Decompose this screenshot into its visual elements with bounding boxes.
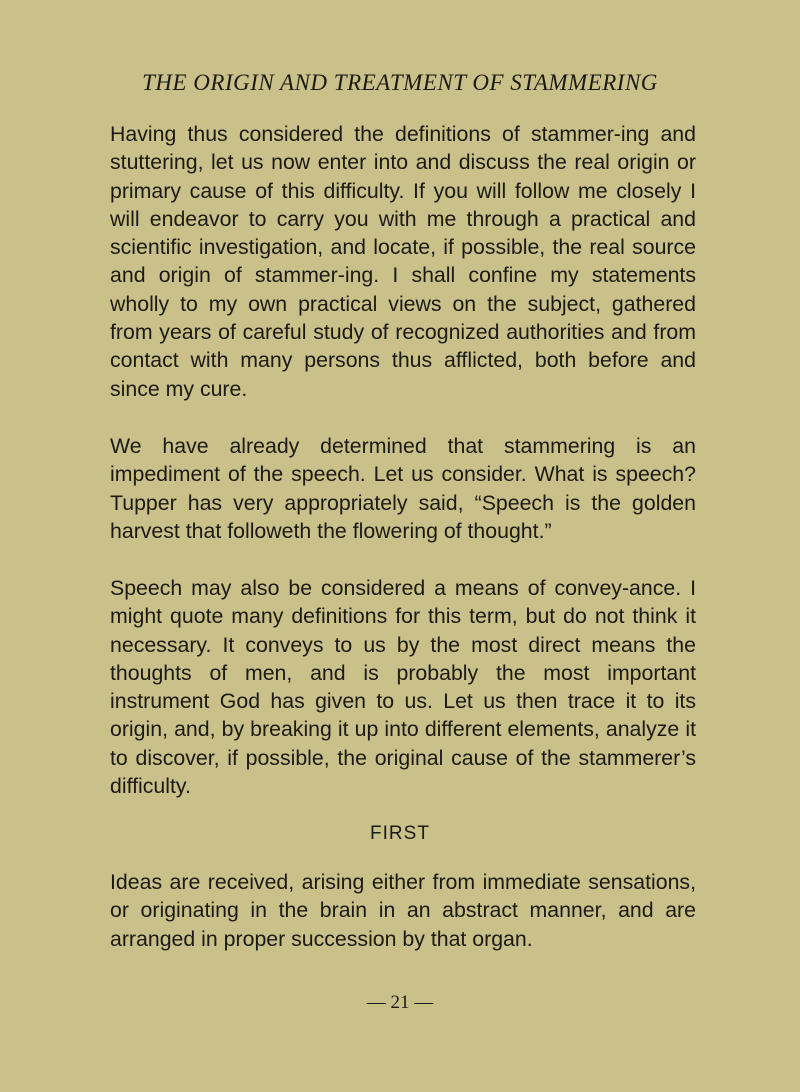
paragraph-3-text: Speech may also be considered a means of convey-ance. I might quote many definitions for this term, but do not think it necessary. It conveys to us by the most direct means the thoughts of men, and is probably the most important instrument God has given to us. Let us then trace it to its origin, and, by breaking it up into different elements, analyze it to discover, if possible, the original cause of the stammerer’s difficulty. <box>110 576 696 799</box>
section-heading: FIRST <box>370 823 430 844</box>
running-head: THE ORIGIN AND TREATMENT OF STAMMERING <box>142 70 658 95</box>
paragraph-1-text: Having thus considered the definitions of stammer-ing and stuttering, let us now enter into and discuss the real origin or primary cause of this difficulty. If you will follow me closely I will endeavor to carry you with me through a practical and scientific investigation, and locate, if possible, the real source and origin of stammer-ing. I shall confine my statements wholly to my own practical views on the subject, gathered from years of careful study of recognized authorities and from contact with many persons thus afflicted, both before and since my cure. <box>110 122 696 401</box>
paragraph-4 <box>110 868 696 953</box>
page-number: — 21 — <box>366 992 434 1013</box>
paragraph-2 <box>110 432 696 545</box>
paragraph-1 <box>110 120 696 403</box>
paragraph-3 <box>110 574 696 800</box>
section-paragraph-text: Ideas are received, arising either from immediate sensations, or originating in the brain in an abstract manner, and are arranged in proper succession by that organ. <box>110 870 696 951</box>
paragraph-2-text: We have already determined that stammering is an impediment of the speech. Let us consider. What is speech? Tupper has very appropriately said, “Speech is the golden harvest that followeth the flowering of thought.” <box>110 434 696 543</box>
